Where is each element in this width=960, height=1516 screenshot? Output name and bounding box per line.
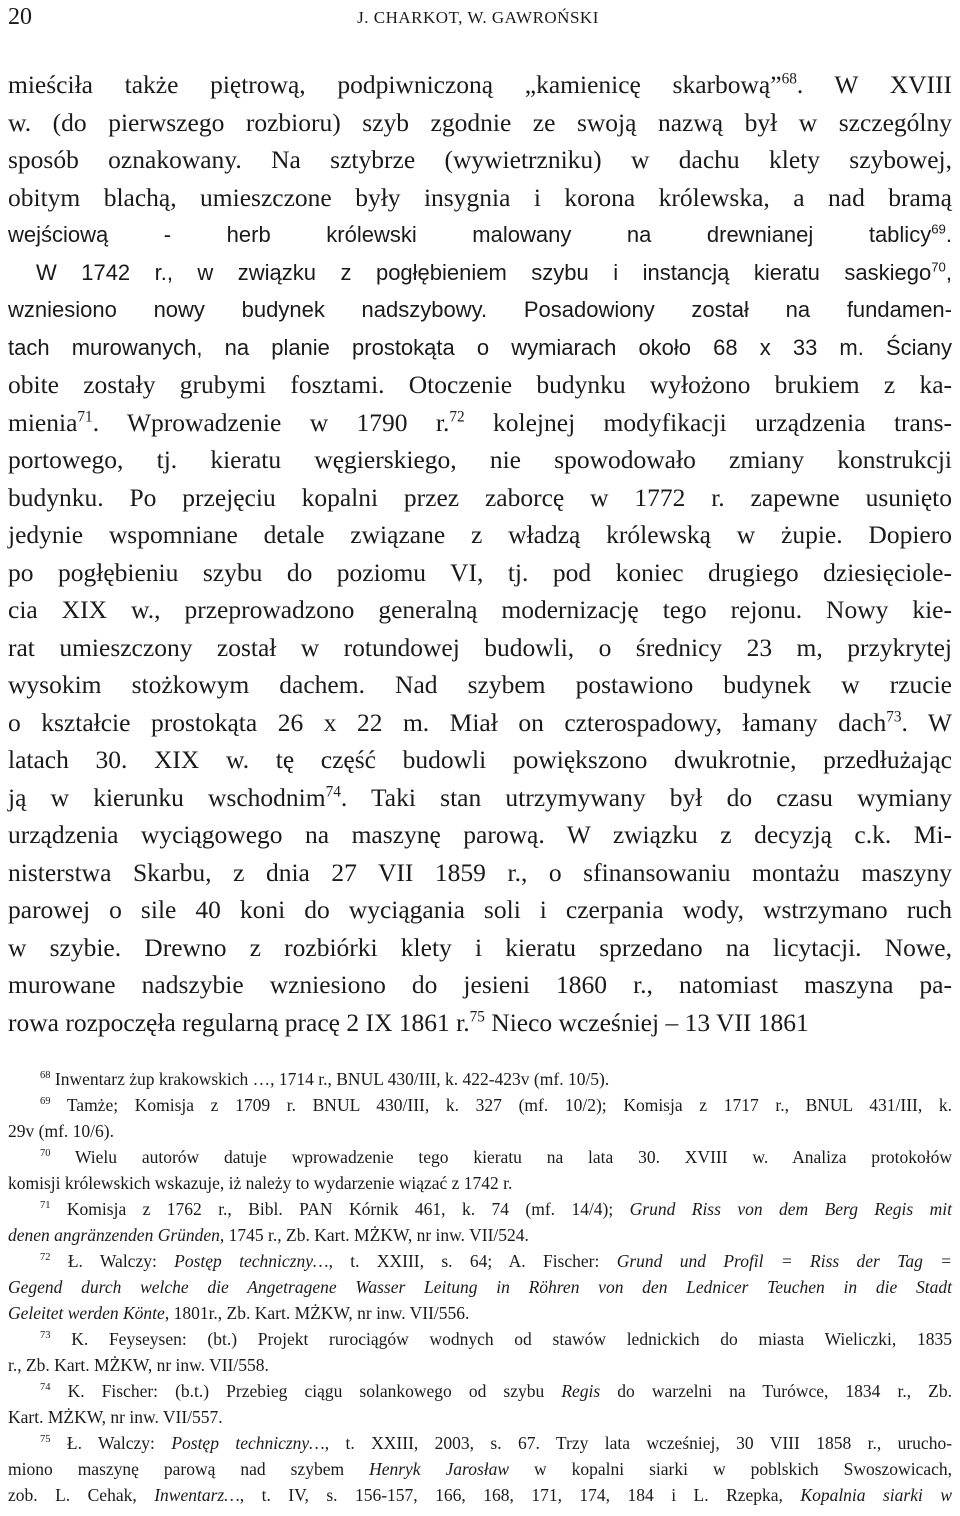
footnote-text: komisji królewskich wskazuje, iż należy to wydarzenie wiązać z 1742 r. [8, 1173, 513, 1193]
footnote-text: r., Zb. Kart. MŻKW, nr inw. VII/558. [8, 1355, 269, 1375]
footnote-number: 69 [40, 1096, 51, 1108]
footnote-number: 71 [40, 1200, 51, 1212]
italic-title: Postęp techniczny… [171, 1433, 325, 1453]
line-text: Nieco wcześniej – 13 VII 1861 [484, 1007, 809, 1037]
line-text: urządzenia wyciągowego na maszynę parową. W związku z decyzją c.k. Mi- [8, 820, 952, 849]
text-line [8, 254, 952, 292]
footnote-ref: 68 [781, 70, 797, 88]
line-text: kolejnej modyfikacji urządzenia trans- [464, 407, 952, 437]
footnote-text: Ł. Walczy: [50, 1433, 172, 1453]
footnote-line [8, 1326, 952, 1352]
text-line [8, 404, 952, 442]
footnote-line [8, 1170, 952, 1196]
line-text: sposób oznakowany. Na sztybrze (wywietrzniku) w dachu klety szybowej, [8, 145, 952, 174]
footnote-line [8, 1118, 952, 1144]
line-text: W 1742 r., w związku z pogłębieniem szybu i instancją kieratu saskiego [36, 259, 932, 285]
footnote-text: Wielu autorów datuje wprowadzenie tego kieratu na lata 30. XVIII w. Analiza protokołów [50, 1147, 952, 1167]
footnote-text: K. Fischer: (b.t.) Przebieg ciągu solankowego od szybu [50, 1381, 562, 1401]
footnotes [8, 1066, 952, 1508]
page-number: 20 [8, 4, 32, 30]
italic-title: Inwentarz… [154, 1485, 240, 1505]
text-line [8, 441, 952, 479]
footnote-number: 75 [40, 1434, 51, 1446]
line-text: . W [901, 707, 953, 737]
text-line [8, 891, 952, 929]
footnote-line [8, 1404, 952, 1430]
footnote-ref: 73 [886, 708, 902, 725]
italic-title: Henryk Jarosław [369, 1459, 510, 1479]
text-line [8, 216, 952, 254]
text-line [8, 854, 952, 892]
line-text: tach murowanych, na planie prostokąta o wymiarach około 68 x 33 m. Ściany [8, 334, 952, 360]
text-line [8, 66, 952, 104]
italic-title: Regis [561, 1381, 601, 1401]
line-text: jedynie wspomniane detale związane z władzą królewską w żupie. Dopiero [8, 520, 952, 549]
italic-title: Postęp techniczny… [174, 1251, 329, 1271]
footnote-text: Ł. Walczy: [50, 1251, 175, 1271]
footnote-line [8, 1456, 952, 1482]
main-text [8, 66, 952, 1041]
footnote-line [8, 1430, 952, 1456]
line-text: portowego, tj. kieratu węgierskiego, nie spowodowało zmiany konstrukcji [8, 445, 952, 474]
footnote-line [8, 1092, 952, 1118]
text-line [8, 104, 952, 142]
line-text: latach 30. XIX w. tę część budowli powiększono dwukrotnie, przedłużając [8, 745, 952, 774]
running-head: J. CHARKOT, W. GAWROŃSKI [357, 8, 599, 27]
line-text: , [945, 259, 952, 285]
text-line [8, 629, 952, 667]
line-text: rat umieszczony został w rotundowej budowli, o średnicy 23 m, przykrytej [8, 632, 952, 662]
footnote-text: , 1745 r., Zb. Kart. MŻKW, nr inw. VII/524. [219, 1225, 529, 1245]
footnote-number: 74 [40, 1382, 51, 1394]
text-line [8, 141, 952, 179]
line-text: budynku. Po przejęciu kopalni przez zaborcę w 1772 r. zapewne usunięto [8, 482, 952, 512]
line-text: mienia [8, 407, 78, 437]
line-text: nisterstwa Skarbu, z dnia 27 VII 1859 r., o sfinansowaniu montażu maszyny [8, 857, 952, 887]
footnote-ref: 75 [469, 1008, 485, 1025]
footnote-line [8, 1196, 952, 1222]
footnote-ref: 70 [931, 259, 946, 275]
footnote-ref: 72 [449, 408, 465, 425]
text-line [8, 816, 952, 854]
line-text: parowej o sile 40 koni do wyciągania soli i czerpania wody, wstrzymano ruch [8, 895, 952, 924]
line-text: . Taki stan utrzymywany był do czasu wymiany [340, 782, 952, 812]
text-line [8, 329, 952, 367]
footnote-line [8, 1222, 952, 1248]
line-text: wysokim stożkowym dachem. Nad szybem postawiono budynek w rzucie [8, 670, 952, 699]
line-text: cia XIX w., przeprowadzono generalną modernizację tego rejonu. Nowy kie- [8, 595, 952, 624]
footnote-number: 73 [40, 1330, 51, 1342]
italic-title: denen angränzenden Gründen [8, 1225, 220, 1245]
line-text: ją w kierunku wschodnim [8, 782, 326, 812]
footnote-text: zob. L. Cehak, [8, 1485, 155, 1505]
text-line [8, 291, 952, 329]
line-text: . [945, 222, 952, 247]
line-text: w szybie. Drewno z rozbiórki klety i kieratu sprzedano na licytacji. Nowe, [8, 932, 952, 962]
footnote-line [8, 1352, 952, 1378]
footnote-text: miono maszynę parową nad szybem [8, 1459, 370, 1479]
italic-title: Grund Riss von dem Berg Regis mit [629, 1199, 952, 1219]
line-text: o kształcie prostokąta 26 x 22 m. Miał on czterospadowy, łamany dach [8, 707, 887, 737]
footnote-text: , t. XXIII, s. 64; A. Fischer: [328, 1251, 617, 1271]
line-text: wejściową - herb królewski malowany na drewnianej tablicy [8, 222, 932, 247]
text-line [8, 1004, 952, 1042]
text-line [8, 554, 952, 592]
footnote-text: 29v (mf. 10/6). [8, 1121, 114, 1141]
italic-title: Gegend durch welche die Angetragene Wasser Leitung in Röhren von den Lednicer Teuchen in die Stadt [8, 1277, 952, 1297]
footnote-text: Inwentarz żup krakowskich …, 1714 r., BNUL 430/III, k. 422-423v (mf. 10/5). [50, 1069, 610, 1089]
footnote-text: do warzelni na Turówce, 1834 r., Zb. [600, 1381, 952, 1401]
footnote-line [8, 1274, 952, 1300]
text-line [8, 591, 952, 629]
footnote-line [8, 1066, 952, 1092]
line-text: murowane nadszybie wzniesiono do jesieni 1860 r., natomiast maszyna pa- [8, 970, 952, 999]
text-line [8, 179, 952, 217]
footnote-text: , t. IV, s. 156-157, 166, 168, 171, 174, 184 i L. Rzepka, [239, 1485, 801, 1505]
line-text: obite zostały grubymi fosztami. Otoczenie budynku wyłożono brukiem z ka- [8, 370, 952, 399]
line-text: wzniesiono nowy budynek nadszybowy. Posadowiony został na fundamen- [8, 297, 952, 322]
italic-title: Kopalnia siarki w [800, 1485, 952, 1505]
footnote-text: , 1801r., Zb. Kart. MŻKW, nr inw. VII/556. [164, 1303, 470, 1323]
footnote-text: Tamże; Komisja z 1709 r. BNUL 430/III, k. 327 (mf. 10/2); Komisja z 1717 r., BNUL 431/III, k. [50, 1095, 952, 1115]
text-line [8, 516, 952, 554]
italic-title: Grund und Profil = Riss der Tag = [616, 1251, 952, 1271]
text-line [8, 929, 952, 967]
footnote-text: K. Feyseysen: (bt.) Projekt rurociągów wodnych od stawów lednickich do miasta Wieliczki, 1835 [50, 1329, 952, 1349]
footnote-number: 70 [40, 1148, 51, 1160]
text-line [8, 741, 952, 779]
text-line [8, 666, 952, 704]
line-text: . Wprowadzenie w 1790 r. [92, 407, 450, 437]
page-header [8, 4, 948, 34]
line-text: obitym blachą, umieszczone były insygnia i korona królewska, a nad bramą [8, 182, 952, 212]
text-line [8, 966, 952, 1004]
text-line [8, 479, 952, 517]
footnote-number: 72 [40, 1252, 51, 1264]
footnote-ref: 74 [325, 783, 341, 800]
text-line [8, 779, 952, 817]
text-line [8, 366, 952, 404]
footnote-text: , t. XXIII, 2003, s. 67. Trzy lata wcześniej, 30 VIII 1858 r., urucho- [324, 1433, 953, 1453]
footnote-line [8, 1482, 952, 1508]
line-text: w. (do pierwszego rozbioru) szyb zgodnie ze swoją nazwą był w szczególny [8, 107, 952, 137]
line-text: . W XVIII [796, 70, 953, 99]
footnote-number: 68 [40, 1070, 51, 1082]
footnote-line [8, 1144, 952, 1170]
footnote-text: w kopalni siarki w poblskich Swoszowicach, [509, 1459, 952, 1479]
footnote-line [8, 1378, 952, 1404]
italic-title: Geleitet werden Könte [8, 1303, 165, 1323]
footnote-ref: 69 [931, 221, 946, 237]
footnote-text: Kart. MŻKW, nr inw. VII/557. [8, 1407, 223, 1427]
text-line [8, 704, 952, 742]
footnote-ref: 71 [77, 408, 93, 425]
footnote-line [8, 1248, 952, 1274]
line-text: mieściła także piętrową, podpiwniczoną „kamienicę skarbową” [8, 70, 782, 99]
line-text: po pogłębieniu szybu do poziomu VI, tj. pod koniec drugiego dziesięciole- [8, 557, 952, 587]
footnote-text: Komisja z 1762 r., Bibl. PAN Kórnik 461, k. 74 (mf. 14/4); [50, 1199, 630, 1219]
line-text: rowa rozpoczęła regularną pracę 2 IX 1861 r. [8, 1007, 470, 1037]
footnote-line [8, 1300, 952, 1326]
